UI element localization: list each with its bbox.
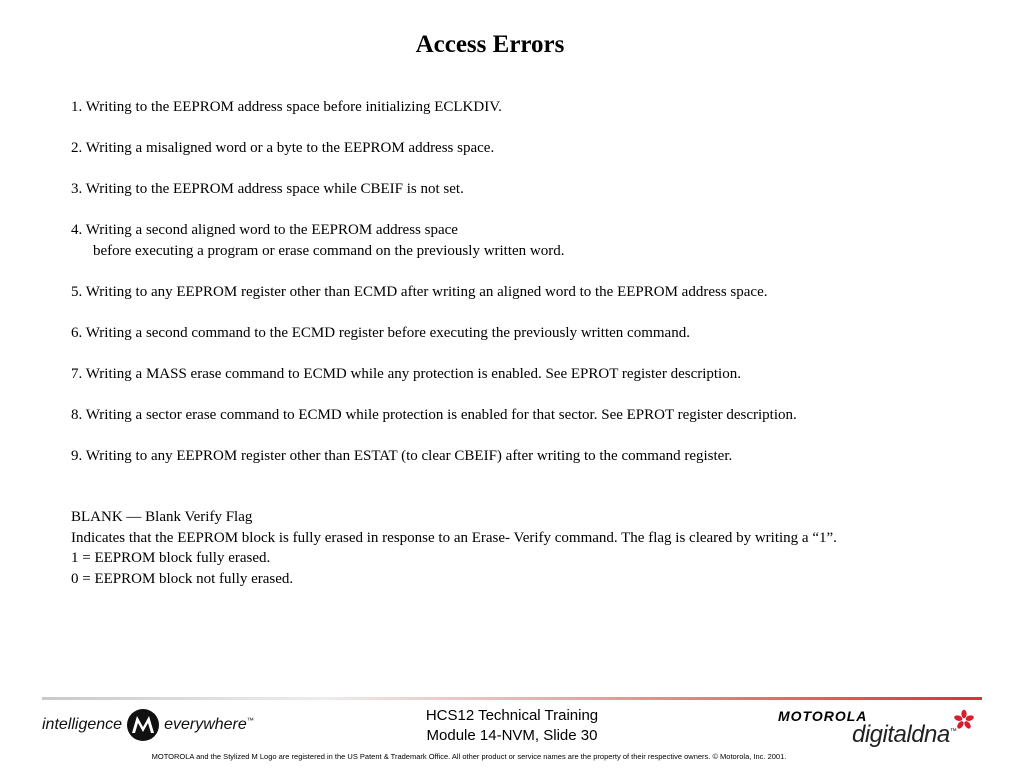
list-item-text: 7. Writing a MASS erase command to ECMD while any protection is enabled. See EPROT register description.	[71, 365, 741, 382]
footer-divider	[42, 697, 982, 700]
tagline-tm: ™	[246, 717, 254, 725]
tagline-left: intelligence	[42, 716, 123, 733]
blank-flag-value-0: 0 = EEPROM block not fully erased.	[71, 570, 294, 587]
footer-course-info	[412, 706, 612, 746]
list-item	[71, 97, 1001, 118]
tagline-right-text: everywhere	[164, 716, 247, 733]
blank-flag-description: Indicates that the EEPROM block is fully erased in response to an Erase- Verify command. The flag is cleared by writing a “1”.	[71, 529, 837, 546]
slide-title: Access Errors	[415, 31, 565, 58]
blank-flag-value-1: 1 = EEPROM block fully erased.	[71, 550, 271, 566]
list-item	[71, 446, 1001, 467]
course-title: HCS12 Technical Training	[425, 707, 599, 724]
list-item	[71, 138, 1001, 159]
motorola-wordmark: MOTOROLA	[778, 708, 868, 724]
intelligence-everywhere-logo	[42, 705, 254, 745]
list-item	[71, 179, 1001, 200]
motorola-m-logo-icon	[126, 708, 160, 742]
digitaldna-text: digitaldna	[852, 721, 950, 748]
list-item	[71, 220, 1001, 261]
list-item	[71, 282, 1001, 303]
list-item-text: 3. Writing to the EEPROM address space while CBEIF is not set.	[71, 181, 464, 197]
module-slide: Module 14-NVM, Slide 30	[426, 727, 598, 744]
list-item-text: 4. Writing a second aligned word to the EEPROM address space	[71, 222, 458, 238]
dna-asterisk-icon	[953, 709, 975, 731]
access-errors-list	[71, 97, 1001, 589]
list-item-text: 1. Writing to the EEPROM address space before initializing ECLKDIV.	[71, 99, 502, 115]
digitaldna-logo	[852, 721, 956, 749]
tagline-right	[164, 716, 254, 734]
digitaldna-tm: ™	[949, 728, 957, 735]
list-item	[71, 364, 1001, 385]
list-item-text: 6. Writing a second command to the ECMD register before executing the previously written command.	[71, 324, 690, 341]
blank-flag-heading: BLANK — Blank Verify Flag	[71, 509, 253, 525]
list-item	[71, 405, 1001, 426]
list-item	[71, 323, 1001, 344]
list-item-continuation: before executing a program or erase command on the previously written word.	[93, 242, 565, 259]
list-item-text: 2. Writing a misaligned word or a byte to the EEPROM address space.	[71, 140, 495, 156]
blank-flag-section	[71, 507, 1001, 589]
list-item-text: 9. Writing to any EEPROM register other than ESTAT (to clear CBEIF) after writing to the command register.	[71, 447, 733, 464]
legal-notice: MOTOROLA and the Stylized M Logo are registered in the US Patent & Trademark Office. All other product or service names are the property of their respective owners. © Motorola, Inc. 2001.	[151, 752, 787, 761]
list-item-text: 8. Writing a sector erase command to ECMD while protection is enabled for that sector. See EPROT register description.	[71, 406, 797, 423]
list-item-text: 5. Writing to any EEPROM register other than ECMD after writing an aligned word to the EEPROM address space.	[71, 283, 768, 300]
